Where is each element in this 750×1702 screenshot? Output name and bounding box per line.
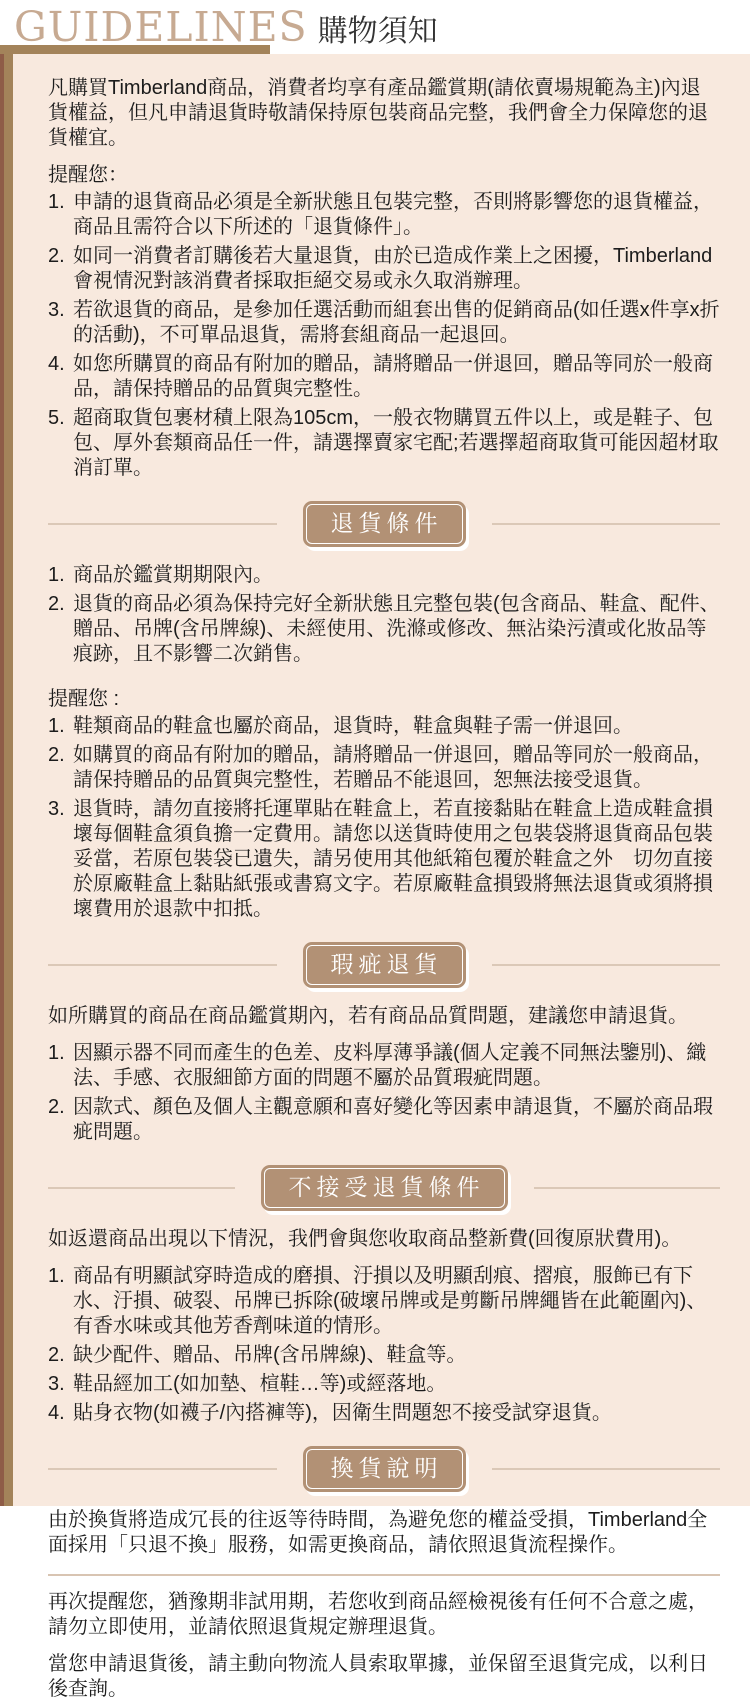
- page-header: [0, 0, 750, 51]
- content-panel: [13, 54, 750, 1700]
- section-title: 瑕疵退貨: [306, 945, 463, 985]
- header-line-left: [48, 1187, 235, 1189]
- list-item-text: 因款式、顏色及個人主觀意願和喜好變化等因素申請退貨，不屬於商品瑕疵問題。: [73, 1096, 713, 1143]
- list-item: [48, 563, 720, 588]
- list-item: [48, 592, 720, 667]
- list-item-text: 若欲退貨的商品，是參加任選活動而組套出售的促銷商品(如任選x件享x折的活動)，不可單品退貨，需將套組商品一起退回。: [73, 299, 720, 346]
- section-title: 不接受退貨條件: [264, 1168, 505, 1208]
- exchange-policy-note2: 當您申請退貨後，請主動向物流人員索取單據，並保留至退貨完成，以利日後查詢。: [48, 1653, 708, 1700]
- section-title-badge: [303, 942, 466, 988]
- list-item-text: 如您所購買的商品有附加的贈品，請將贈品一併退回，贈品等同於一般商品，請保持贈品的品質與完整性。: [73, 353, 713, 400]
- list-item: [48, 1401, 720, 1426]
- section-title-badge: [261, 1165, 508, 1211]
- list-item: [48, 714, 720, 739]
- list-item: [48, 743, 720, 793]
- return-conditions-reminder-list: [48, 714, 720, 922]
- content-panel-frame: [0, 54, 750, 1700]
- list-item: [48, 190, 720, 240]
- list-item: [48, 244, 720, 294]
- panel-left-edge-brown: [4, 54, 13, 1506]
- section-title: 換貨說明: [306, 1449, 463, 1489]
- spacer: [48, 679, 720, 687]
- list-item: [48, 1264, 720, 1339]
- section-header-defective-returns: [48, 942, 720, 988]
- list-item: [48, 298, 720, 348]
- unacceptable-returns-list: [48, 1264, 720, 1426]
- header-line-left: [48, 964, 277, 966]
- defective-returns-list: [48, 1041, 720, 1145]
- section-divider: [48, 1574, 720, 1576]
- list-item-text: 缺少配件、贈品、吊牌(含吊牌線)、鞋盒等。: [73, 1344, 467, 1366]
- list-item: [48, 1041, 720, 1091]
- return-conditions-reminder-label: 提醒您 :: [48, 688, 120, 710]
- section-header-unacceptable-returns: [48, 1165, 720, 1211]
- intro-list: [48, 190, 720, 481]
- header-line-left: [48, 523, 277, 525]
- header-line-right: [492, 523, 721, 525]
- section-title: 退貨條件: [306, 504, 463, 544]
- header-line-right: [492, 964, 721, 966]
- list-item-text: 商品有明顯試穿時造成的磨損、汙損以及明顯刮痕、摺痕，服飾已有下水、汙損、破裂、吊牌已拆除(破壞吊牌或是剪斷吊牌繩皆在此範圍內)、有香水味或其他芳香劑味道的情形。: [73, 1265, 707, 1337]
- exchange-policy-paragraph: 由於換貨將造成冗長的往返等待時間，為避免您的權益受損，Timberland全面採用「只退不換」服務，如需更換商品，請依照退貨流程操作。: [48, 1509, 708, 1556]
- section-header-return-conditions: [48, 501, 720, 547]
- list-item-text: 如同一消費者訂購後若大量退貨，由於已造成作業上之困擾，Timberland會視情況對該消費者採取拒絕交易或永久取消辦理。: [73, 245, 713, 292]
- list-item: [48, 1372, 720, 1397]
- section-title-badge: [303, 501, 466, 547]
- exchange-policy-note1: 再次提醒您，猶豫期非試用期，若您收到商品經檢視後有任何不合意之處，請勿立即使用，並請依照退貨規定辦理退貨。: [48, 1591, 708, 1638]
- defective-returns-paragraph: 如所購買的商品在商品鑑賞期內，若有商品品質問題，建議您申請退貨。: [48, 1005, 688, 1027]
- page-title-en: GUIDELINES: [14, 3, 308, 51]
- list-item: [48, 1343, 720, 1368]
- header-line-right: [492, 1468, 721, 1470]
- list-item-text: 因顯示器不同而產生的色差、皮料厚薄爭議(個人定義不同無法鑒別)、織法、手感、衣服細節方面的問題不屬於品質瑕疵問題。: [73, 1042, 707, 1089]
- intro-reminder-label: 提醒您：: [48, 164, 128, 186]
- list-item-text: 退貨時，請勿直接將托運單貼在鞋盒上，若直接黏貼在鞋盒上造成鞋盒損壞每個鞋盒須負擔一定費用。請您以送貨時使用之包裝袋將退貨商品包裝妥當，若原包裝袋已遺失，請另使用其他紙箱包覆於鞋盒之外 切勿直接於原廠鞋盒上黏貼紙張或書寫文字。若原廠鞋盒損毀將無法退貨或須將損壞費用於退款中扣抵。: [73, 798, 713, 920]
- list-item-text: 貼身衣物(如襪子/內搭褲等)，因衛生問題恕不接受試穿退貨。: [73, 1402, 612, 1424]
- section-title-badge: [303, 1446, 466, 1492]
- section-header-exchange-policy: [48, 1446, 720, 1492]
- list-item-text: 超商取貨包裹材積上限為105cm，一般衣物購買五件以上，或是鞋子、包包、厚外套類商品任一件，請選擇賣家宅配;若選擇超商取貨可能因超材取消訂單。: [73, 407, 719, 479]
- list-item: [48, 406, 720, 481]
- list-item: [48, 1095, 720, 1145]
- list-item-text: 退貨的商品必須為保持完好全新狀態且完整包裝(包含商品、鞋盒、配件、贈品、吊牌(含吊牌線)、未經使用、洗滌或修改、無沾染污漬或化妝品等痕跡，且不影響二次銷售。: [73, 593, 720, 665]
- page-title-zh: 購物須知: [317, 14, 438, 49]
- list-item: [48, 797, 720, 922]
- header-line-left: [48, 1468, 277, 1470]
- intro-paragraph: 凡購買Timberland商品，消費者均享有產品鑑賞期(請依賣場規範為主)內退貨權益，但凡申請退貨時敬請保持原包裝商品完整，我們會全力保障您的退貨權宜。: [48, 77, 708, 149]
- list-item-text: 商品於鑑賞期期限內。: [73, 564, 273, 586]
- list-item-text: 如購買的商品有附加的贈品，請將贈品一併退回，贈品等同於一般商品，請保持贈品的品質與完整性，若贈品不能退回，恕無法接受退貨。: [73, 744, 713, 791]
- list-item-text: 申請的退貨商品必須是全新狀態且包裝完整，否則將影響您的退貨權益，商品且需符合以下所述的「退貨條件」。: [73, 191, 713, 238]
- list-item-text: 鞋類商品的鞋盒也屬於商品，退貨時，鞋盒與鞋子需一併退回。: [73, 715, 633, 737]
- header-line-right: [534, 1187, 721, 1189]
- list-item-text: 鞋品經加工(如加墊、楦鞋…等)或經落地。: [73, 1373, 447, 1395]
- list-item: [48, 352, 720, 402]
- return-conditions-list: [48, 563, 720, 667]
- unacceptable-returns-paragraph: 如返還商品出現以下情況，我們會與您收取商品整新費(回復原狀費用)。: [48, 1228, 682, 1250]
